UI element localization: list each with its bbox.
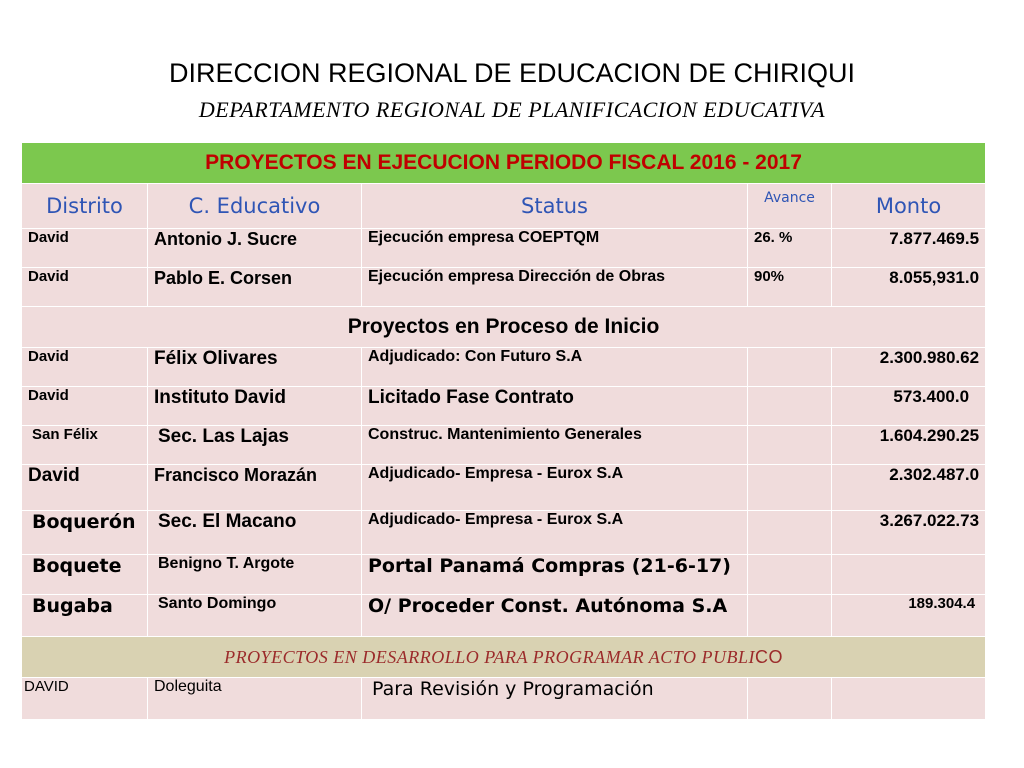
- column-header-monto: Monto: [832, 184, 986, 229]
- cell-avance: [748, 465, 832, 511]
- table-row: [22, 387, 986, 426]
- column-header-distrito: Distrito: [22, 184, 148, 229]
- table-row: [22, 465, 986, 511]
- section-title-inicio: Proyectos en Proceso de Inicio: [22, 307, 986, 348]
- cell-distrito: Boquerón: [22, 511, 148, 555]
- cell-centro: Francisco Morazán: [148, 465, 362, 511]
- table-row: [22, 511, 986, 555]
- column-header-row: [22, 184, 986, 229]
- cell-status: O/ Proceder Const. Autónoma S.A: [362, 595, 748, 637]
- cell-centro: Félix Olivares: [148, 348, 362, 387]
- column-header-centro: C. Educativo: [148, 184, 362, 229]
- cell-avance: [748, 387, 832, 426]
- section-row-inicio: [22, 307, 986, 348]
- table-row: [22, 595, 986, 637]
- cell-centro: Santo Domingo: [148, 595, 362, 637]
- cell-avance: [748, 348, 832, 387]
- cell-monto: 2.300.980.62: [832, 348, 986, 387]
- cell-avance: 90%: [748, 268, 832, 307]
- cell-status: Adjudicado: Con Futuro S.A: [362, 348, 748, 387]
- cell-monto: 7.877.469.5: [832, 229, 986, 268]
- section-row-desarrollo: [22, 637, 986, 678]
- cell-centro: Sec. Las Lajas: [148, 426, 362, 465]
- cell-avance: 26. %: [748, 229, 832, 268]
- cell-distrito: David: [22, 465, 148, 511]
- cell-monto: [832, 555, 986, 595]
- table-row: [22, 678, 986, 720]
- cell-status: Adjudicado- Empresa - Eurox S.A: [362, 465, 748, 511]
- cell-status: Para Revisión y Programación: [362, 678, 748, 720]
- cell-distrito: San Félix: [22, 426, 148, 465]
- cell-centro: Instituto David: [148, 387, 362, 426]
- table-row: [22, 555, 986, 595]
- table-row: [22, 229, 986, 268]
- cell-distrito: David: [22, 348, 148, 387]
- cell-status: Portal Panamá Compras (21-6-17): [362, 555, 748, 595]
- cell-monto: 3.267.022.73: [832, 511, 986, 555]
- cell-monto: [832, 678, 986, 720]
- cell-avance: [748, 595, 832, 637]
- cell-distrito: Bugaba: [22, 595, 148, 637]
- cell-monto: 1.604.290.25: [832, 426, 986, 465]
- cell-avance: [748, 426, 832, 465]
- section-title-desarrollo: [22, 637, 986, 678]
- cell-status: Ejecución empresa Dirección de Obras: [362, 268, 748, 307]
- column-header-status: Status: [362, 184, 748, 229]
- table-row: [22, 268, 986, 307]
- page-title: DIRECCION REGIONAL DE EDUCACION DE CHIRIQUI: [168, 58, 856, 88]
- cell-distrito: David: [22, 229, 148, 268]
- cell-avance: [748, 678, 832, 720]
- table-row: [22, 348, 986, 387]
- cell-status: Construc. Mantenimiento Generales: [362, 426, 748, 465]
- page-subtitle: DEPARTAMENTO REGIONAL DE PLANIFICACION EDUCATIVA: [198, 97, 826, 122]
- cell-status: Licitado Fase Contrato: [362, 387, 748, 426]
- cell-monto: 573.400.0: [832, 387, 986, 426]
- cell-monto: 8.055,931.0: [832, 268, 986, 307]
- cell-avance: [748, 555, 832, 595]
- cell-centro: Pablo E. Corsen: [148, 268, 362, 307]
- table-title-row: [22, 143, 986, 184]
- cell-distrito: David: [22, 387, 148, 426]
- projects-table: [21, 142, 986, 720]
- table-title: PROYECTOS EN EJECUCION PERIODO FISCAL 2016 - 2017: [22, 143, 986, 184]
- cell-distrito: Boquete: [22, 555, 148, 595]
- cell-status: Adjudicado- Empresa - Eurox S.A: [362, 511, 748, 555]
- cell-distrito: David: [22, 268, 148, 307]
- cell-status: Ejecución empresa COEPTQM: [362, 229, 748, 268]
- cell-centro: Doleguita: [148, 678, 362, 720]
- cell-centro: Benigno T. Argote: [148, 555, 362, 595]
- cell-centro: Antonio J. Sucre: [148, 229, 362, 268]
- section-title-desarrollo-main: PROYECTOS EN DESARROLLO PARA PROGRAMAR ACTO PUBLI: [224, 646, 755, 667]
- cell-monto: 189.304.4: [832, 595, 986, 637]
- cell-distrito: DAVID: [22, 678, 148, 720]
- table-row: [22, 426, 986, 465]
- column-header-avance: Avance: [748, 184, 832, 229]
- section-title-desarrollo-tail: CO: [754, 646, 783, 667]
- cell-monto: 2.302.487.0: [832, 465, 986, 511]
- cell-centro: Sec. El Macano: [148, 511, 362, 555]
- cell-avance: [748, 511, 832, 555]
